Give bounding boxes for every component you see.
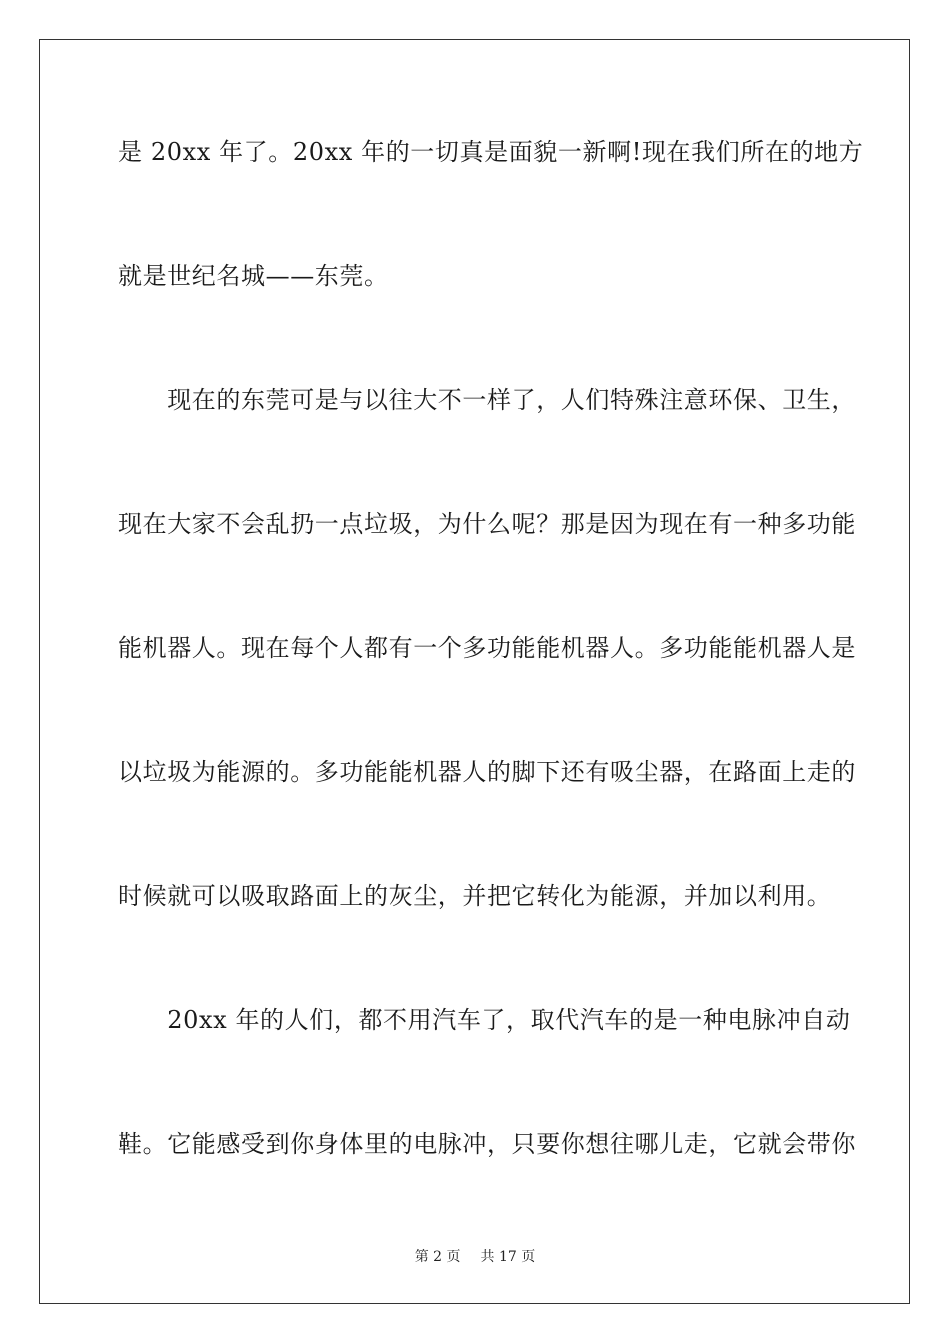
text-line: 就是世纪名城——东莞。 bbox=[118, 262, 389, 290]
text-line: 鞋。它能感受到你身体里的电脉冲，只要你想往哪儿走，它就会带你 bbox=[118, 1130, 856, 1158]
text-line: 是 20xx 年了。20xx 年的一切真是面貌一新啊!现在我们所在的地方 bbox=[118, 138, 864, 166]
text-line: 现在的东莞可是与以往大不一样了，人们特殊注意环保、卫生， bbox=[118, 386, 856, 414]
page-number: 第 2 页 bbox=[414, 1249, 461, 1265]
text-line: 20xx 年的人们，都不用汽车了，取代汽车的是一种电脉冲自动 bbox=[118, 1006, 851, 1034]
text-line: 以垃圾为能源的。多功能能机器人的脚下还有吸尘器，在路面上走的 bbox=[118, 758, 856, 786]
page-frame bbox=[39, 39, 910, 1304]
text-line: 能机器人。现在每个人都有一个多功能能机器人。多功能能机器人是 bbox=[118, 634, 856, 662]
page-footer bbox=[0, 1248, 950, 1266]
text-line: 现在大家不会乱扔一点垃圾，为什么呢？那是因为现在有一种多功能 bbox=[118, 510, 856, 538]
text-line: 时候就可以吸取路面上的灰尘，并把它转化为能源，并加以利用。 bbox=[118, 882, 832, 910]
page-total: 共 17 页 bbox=[480, 1249, 536, 1265]
